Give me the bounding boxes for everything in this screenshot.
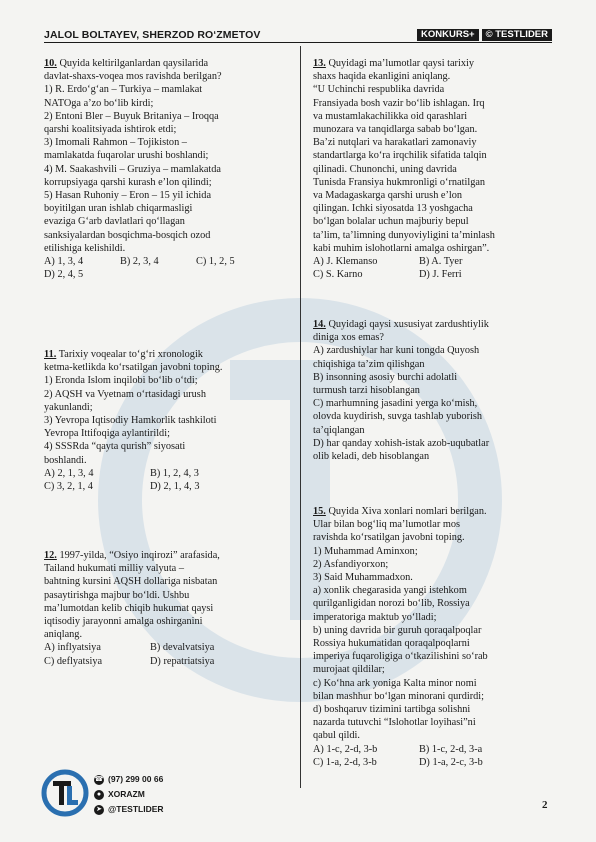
question-line: diniga xos emas? (313, 332, 384, 344)
question-line: sanksiyalardan bosqichma-bosqich ozod (44, 229, 211, 241)
question-text: Tarixiy voqealar to‘g‘ri xronologik (56, 349, 203, 360)
answer-row (44, 641, 290, 654)
question-line: ta’qiqlangan (313, 424, 365, 436)
answer-option: A) 1, 3, 4 (44, 256, 84, 268)
question-line: 1) R. Erdo‘g‘an – Turkiya – mamlakat (44, 84, 203, 96)
question-text: Quyida Xiva xonlari nomlari berilgan. (325, 506, 487, 517)
question-text: Quyidagi ma’lumotlar qaysi tarixiy (325, 58, 475, 69)
phone-number: (97) 299 00 66 (108, 774, 164, 784)
konkurs-badge: KONKURS+ (417, 29, 479, 41)
question-line: qabul qildi. (313, 730, 360, 742)
question-stem (44, 549, 290, 562)
question-line: A) zardushiylar har kuni tongda Quyosh (313, 345, 480, 357)
answer-option: D) 2, 4, 5 (44, 269, 84, 281)
answer-option: B) 1, 2, 4, 3 (150, 467, 199, 479)
question-10 (44, 57, 290, 281)
question-line: munozara va tanqidlarga sabab bo‘lgan. (313, 124, 478, 136)
telegram-handle: @TESTLIDER (108, 804, 164, 814)
question-line: Tunisda Fransiya hukmronligi o‘rnatilgan (313, 176, 486, 188)
question-line: mamlakatda fuqarolar urushi boshlandi; (44, 150, 209, 162)
question-line: B) insonning asosiy burchi adolatli (313, 371, 458, 383)
question-line: ketma-ketlikda ko‘rsatilgan javobni toping. (44, 362, 223, 374)
question-line: 3) Said Muhammadxon. (313, 572, 413, 584)
question-text: Quyida keltirilganlardan qaysilarida (56, 58, 209, 69)
phone-icon: ☎ (94, 776, 104, 783)
question-text: Quyidagi qaysi xususiyat zardushtiylik (325, 319, 489, 330)
question-12 (44, 549, 290, 668)
authors: JALOL BOLTAYEV, SHERZOD RO‘ZMETOV (44, 29, 261, 41)
question-line: olib keladi, deb hisoblangan (313, 451, 430, 463)
answer-option: A) J. Klemanso (313, 256, 378, 268)
question-line: NATOga a’zo bo‘lib kirdi; (44, 97, 154, 109)
answer-option: C) deflyatsiya (44, 655, 103, 667)
question-line: ta’lim, ta’limning dunyoviyligini ta’minlash (313, 229, 495, 241)
question-line: 5) Hasan Ruhoniy – Eron – 15 yil ichida (44, 190, 212, 202)
question-line: 4) SSSRda “qayta qurish” siyosati (44, 441, 186, 453)
answer-option: A) 1-c, 2-d, 3-b (313, 743, 378, 755)
question-line: boshlandi. (44, 454, 87, 466)
question-line: standartlarga ko‘ra irqchilik sifatida talqin (313, 150, 487, 162)
question-line: shaxs haqida ekanligini aniqlang. (313, 71, 451, 83)
question-line: Rossiya hukumatidan qoraqalpoqlarni (313, 638, 470, 650)
answer-row (44, 480, 290, 493)
answer-option: D) repatriatsiya (150, 655, 215, 667)
answer-option: C) S. Karno (313, 269, 363, 281)
question-line: qarshi koalitsiyada ishtirok etdi; (44, 124, 177, 136)
question-number: 13. (313, 58, 326, 69)
header-rule (44, 42, 552, 43)
question-line: 1) Muhammad Aminxon; (313, 545, 418, 557)
answer-row (44, 268, 290, 281)
question-11 (44, 348, 290, 493)
question-line: a) xonlik chegarasida yangi istehkom (313, 585, 467, 597)
question-line: va mustamlakachilikka oid qarashlari (313, 110, 468, 122)
question-line: 3) Yevropa Iqtisodiy Hamkorlik tashkiloti (44, 415, 217, 427)
question-line: 4) M. Saakashvili – Gruziya – mamlakatda (44, 163, 222, 175)
answer-row (313, 756, 555, 769)
answer-option: B) 1-c, 2-d, 3-a (419, 743, 483, 755)
telegram-icon: ➤ (94, 805, 104, 815)
question-number: 10. (44, 58, 57, 69)
question-line: qurilganligidan norozi bo‘lib, Rossiya (313, 598, 470, 610)
question-line: turmush tarzi hisoblangan (313, 385, 420, 397)
question-line: bahtning kursini AQSH dollariga nisbatan (44, 576, 218, 588)
answer-option: A) inflyatsiya (44, 642, 101, 654)
question-number: 14. (313, 319, 326, 330)
question-line: bo‘lgan bolalar uchun majburiy bepul (313, 216, 469, 228)
question-line: davlat-shaxs-voqea mos ravishda berilgan? (44, 71, 222, 83)
contacts (94, 772, 164, 817)
question-line: bilan mashhur bo‘lgan minorani qurdirdi; (313, 690, 485, 702)
question-line: Tailand hukumati milliy valyuta – (44, 563, 184, 575)
question-line: aniqlang. (44, 629, 83, 641)
page-number: 2 (542, 799, 548, 811)
answer-option: D) 2, 1, 4, 3 (150, 481, 200, 493)
question-line: yakunlandi; (44, 401, 93, 413)
region: XORAZM (108, 789, 145, 799)
question-line: murojaat qildilar; (313, 664, 385, 676)
question-line: ma’lumotdan kelib chiqib hukumat qaysi (44, 602, 214, 614)
question-line: boyitilgan uran ishlab chiqarmasligi (44, 203, 193, 215)
question-14 (313, 318, 555, 463)
question-line: Ular bilan bog‘liq ma’lumotlar mos (313, 519, 460, 531)
header-badges (417, 29, 552, 41)
question-line: Yevropa Ittifoqiga aylantirildi; (44, 428, 170, 440)
answer-option: D) J. Ferri (419, 269, 462, 281)
question-stem (313, 505, 555, 518)
question-line: Fransiyada bosh vazir bo‘lib ishlagan. Irq (313, 97, 485, 109)
question-13 (313, 57, 555, 281)
question-stem (313, 318, 555, 331)
question-line: nazarda tutuvchi “Islohotlar loyihasi”ni (313, 717, 476, 729)
question-line: d) boshqaruv tizimini tartibga solishni (313, 704, 471, 716)
column-divider (300, 46, 301, 788)
page-header (44, 29, 552, 42)
question-line: 1) Eronda Islom inqilobi bo‘lib o‘tdi; (44, 375, 198, 387)
question-text: 1997-yilda, “Osiyo inqirozi” arafasida, (56, 550, 220, 561)
answer-row (44, 255, 290, 268)
question-line: imperatoriga maktub yo‘lladi; (313, 611, 437, 623)
answer-row (313, 255, 555, 268)
answer-option: C) 1, 2, 5 (196, 256, 235, 268)
location-icon: ● (94, 790, 104, 800)
question-line: 3) Imomali Rahmon – Tojikiston – (44, 137, 187, 149)
question-line: qilinadi. Chunonchi, uning davrida (313, 163, 457, 175)
answer-row (313, 268, 555, 281)
answer-row (44, 655, 290, 668)
question-line: qilingan. Ichki siyosatda 13 yoshgacha (313, 203, 473, 215)
question-line: ravishda ko‘rsatilgan javobni toping. (313, 532, 465, 544)
question-line: imperiya fuqaroligiga o‘tkazilishini so‘rab (313, 651, 488, 663)
testlider-logo-icon (40, 768, 90, 818)
question-line: etilishiga kelishildi. (44, 242, 126, 254)
question-line: iqtisodiy jarayonni amalga oshirganini (44, 616, 203, 628)
question-line: korrupsiyaga qarshi kurash e’lon qilindi; (44, 176, 212, 188)
answer-option: C) 1-a, 2-d, 3-b (313, 756, 377, 768)
question-number: 12. (44, 550, 57, 561)
question-line: b) uning davrida bir guruh qoraqalpoqlar (313, 624, 482, 636)
question-15 (313, 505, 555, 769)
question-line: C) marhumning jasadini yerga ko‘mish, (313, 398, 478, 410)
question-line: D) har qanday xohish-istak azob-uqubatlar (313, 437, 490, 449)
question-line: Ba’zi nutqlari va harakatlari zamonaviy (313, 137, 477, 149)
question-line: pasaytirishga majbur bo‘ldi. Ushbu (44, 589, 190, 601)
answer-row (44, 467, 290, 480)
question-line: va Madagaskarga qarshi urush e’lon (313, 190, 463, 202)
testlider-badge: © TESTLIDER (482, 29, 552, 41)
question-line: kabi muhim islohotlarni amalga oshirgan”. (313, 242, 490, 254)
question-stem (44, 57, 290, 70)
answer-option: B) A. Tyer (419, 256, 463, 268)
answer-row (313, 743, 555, 756)
question-line: olovda kuydirish, suvga tashlab yuborish (313, 411, 483, 423)
question-line: 2) Asfandiyorxon; (313, 558, 389, 570)
question-stem (313, 57, 555, 70)
question-line: “U Uchinchi respublika davrida (313, 84, 445, 96)
question-number: 11. (44, 349, 57, 360)
question-line: 2) AQSH va Vyetnam o‘rtasidagi urush (44, 388, 206, 400)
question-line: chiqishiga ta’zim qilishgan (313, 358, 425, 370)
answer-option: B) 2, 3, 4 (120, 256, 159, 268)
answer-option: D) 1-a, 2-c, 3-b (419, 756, 483, 768)
question-line: evaziga G‘arb davlatlari qo‘llagan (44, 216, 185, 228)
question-number: 15. (313, 506, 326, 517)
question-line: 2) Entoni Bler – Buyuk Britaniya – Iroqqa (44, 110, 219, 122)
answer-option: C) 3, 2, 1, 4 (44, 481, 93, 493)
question-line: c) Ko‘hna ark yoniga Kalta minor nomi (313, 677, 477, 689)
question-stem (44, 348, 290, 361)
answer-option: A) 2, 1, 3, 4 (44, 467, 94, 479)
answer-option: B) devalvatsiya (150, 642, 215, 654)
